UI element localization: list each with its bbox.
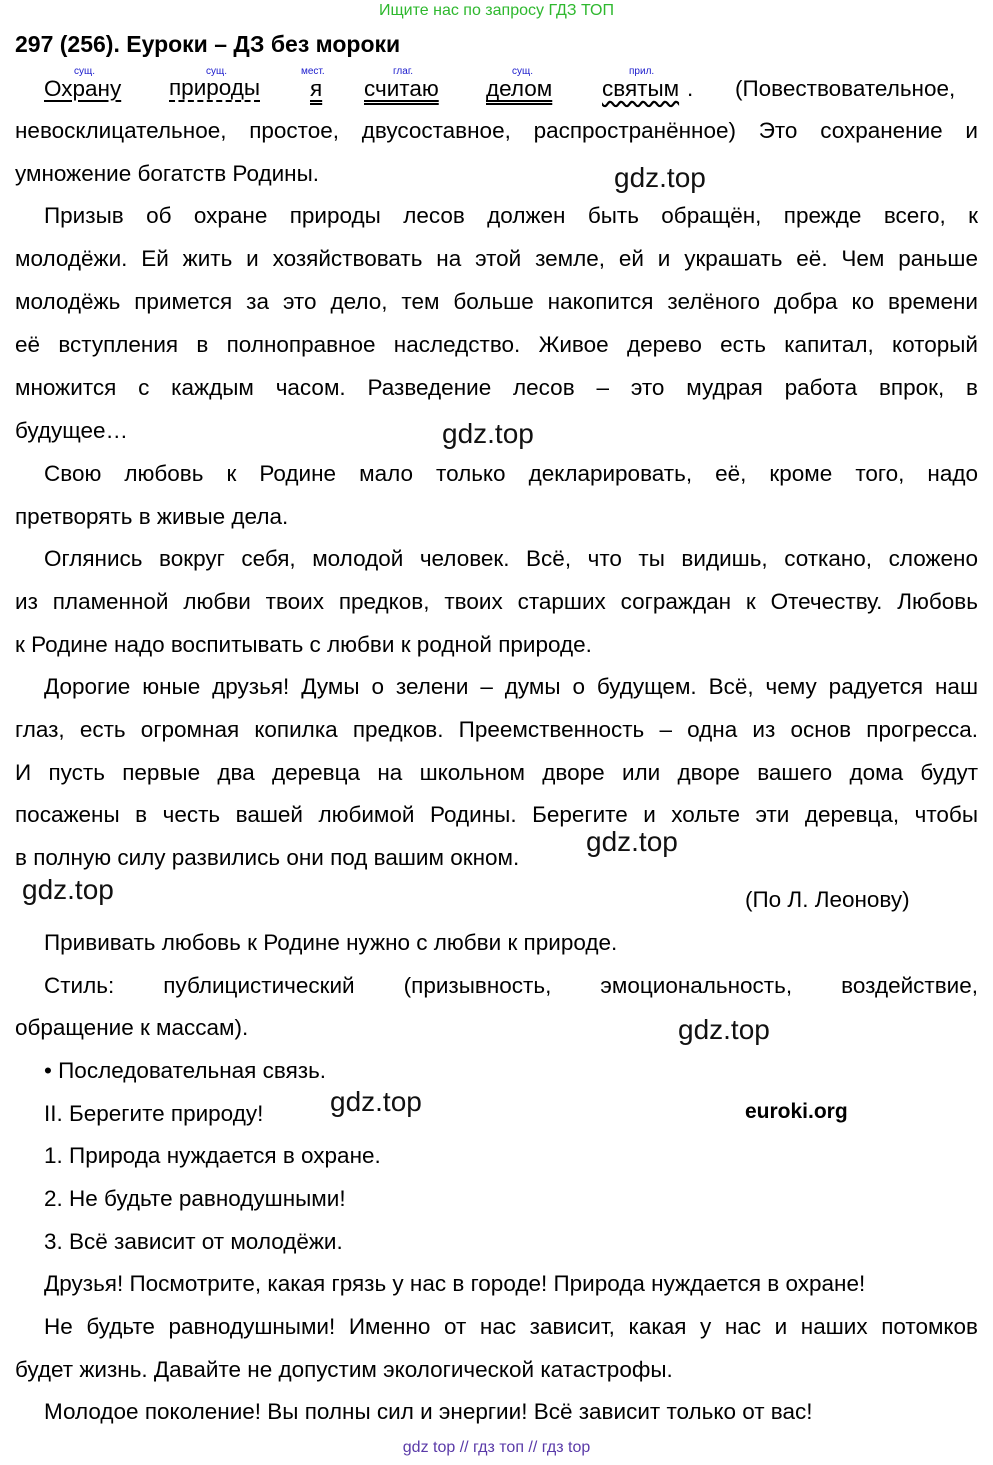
pos-tag: сущ. bbox=[512, 66, 534, 77]
text-line: к Родине надо воспитывать с любви к родной природе. bbox=[15, 632, 592, 657]
text-line: множится с каждым часом. Разведение лесов – это мудрая работа впрок, в bbox=[15, 375, 978, 400]
plan-title: II. Берегите природу! bbox=[44, 1101, 264, 1126]
parsed-word-modifier: святым bbox=[602, 76, 680, 101]
footer-links: gdz top // гдз топ // гдз top bbox=[402, 1439, 591, 1456]
text-line: Оглянись вокруг себя, молодой человек. Всё, что ты видишь, соткано, сложено bbox=[44, 546, 978, 571]
euroki-watermark: euroki.org bbox=[745, 1100, 848, 1123]
watermark: gdz.top bbox=[614, 162, 706, 193]
text-line: Дорогие юные друзья! Думы о зелени – думы о будущем. Всё, чему радуется наш bbox=[44, 674, 978, 699]
text-line: молодёжи. Ей жить и хозяйствовать на этой земле, ей и украшать её. Чем раньше bbox=[15, 246, 978, 271]
text-line: • Последовательная связь. bbox=[44, 1058, 327, 1083]
text-line: будет жизнь. Давайте не допустим экологической катастрофы. bbox=[15, 1357, 673, 1382]
pos-tag: сущ. bbox=[74, 66, 96, 77]
text-line: Не будьте равнодушными! Именно от нас зависит, какая у нас и наших потомков bbox=[44, 1314, 978, 1339]
text-line: обращение к массам). bbox=[15, 1015, 249, 1040]
watermark: gdz.top bbox=[678, 1014, 770, 1045]
text-line: Стиль: публицистический (призывность, эмоциональность, воздействие, bbox=[44, 973, 978, 998]
parse-description: (Повествовательное, bbox=[735, 76, 956, 101]
watermark: gdz.top bbox=[586, 826, 678, 857]
pos-tag: сущ. bbox=[206, 66, 228, 77]
watermark: gdz.top bbox=[330, 1086, 422, 1117]
text-line: молодёжь примется за это дело, тем больше накопится зелёного добра ко времени bbox=[15, 289, 978, 314]
text-line: умножение богатств Родины. bbox=[15, 161, 320, 186]
watermark: gdz.top bbox=[22, 874, 114, 905]
text-line: её вступления в полноправное наследство. Живое дерево есть капитал, который bbox=[15, 332, 978, 357]
author-attribution: (По Л. Леонову) bbox=[745, 887, 910, 912]
plan-item: 1. Природа нуждается в охране. bbox=[44, 1143, 381, 1168]
text-line: Молодое поколение! Вы полны сил и энергии! Всё зависит только от вас! bbox=[44, 1399, 813, 1424]
text-line: глаз, есть огромная копилка предков. Преемственность – одна из основ прогресса. bbox=[15, 717, 978, 742]
text-line: Прививать любовь к Родине нужно с любви к природе. bbox=[44, 930, 618, 955]
text-line: Свою любовь к Родине мало только декларировать, её, кроме того, надо bbox=[44, 461, 978, 486]
text-line: из пламенной любви твоих предков, твоих старших сограждан к Отечеству. Любовь bbox=[15, 589, 978, 614]
watermark: gdz.top bbox=[442, 418, 534, 449]
text-line: Призыв об охране природы лесов должен быть обращён, прежде всего, к bbox=[44, 203, 978, 228]
parsed-word-predicate: считаю bbox=[364, 76, 439, 101]
text-line: невосклицательное, простое, двусоставное, распространённое) Это сохранение и bbox=[15, 118, 978, 143]
period: . bbox=[687, 76, 694, 101]
text-line: И пусть первые два деревца на школьном дворе или дворе вашего дома будут bbox=[15, 760, 978, 785]
parsed-word-subject: я bbox=[310, 76, 323, 101]
parsed-word-object: Охрану bbox=[44, 76, 122, 101]
text-line: в полную силу развились они под вашим окном. bbox=[15, 845, 520, 870]
plan-item: 2. Не будьте равнодушными! bbox=[44, 1186, 346, 1211]
parsed-word-attribute: природы bbox=[169, 75, 261, 100]
pos-tag: глаг. bbox=[393, 66, 414, 77]
plan-item: 3. Всё зависит от молодёжи. bbox=[44, 1229, 343, 1254]
text-line: посажены в честь вашей любимой Родины. Берегите и хольте эти деревца, чтобы bbox=[15, 802, 978, 827]
pos-tag: прил. bbox=[629, 66, 655, 77]
text-line: будущее… bbox=[15, 418, 129, 443]
page-title: 297 (256). Еуроки – ДЗ без мороки bbox=[15, 31, 401, 57]
text-line: Друзья! Посмотрите, какая грязь у нас в городе! Природа нуждается в охране! bbox=[44, 1271, 866, 1296]
text-line: претворять в живые дела. bbox=[15, 504, 289, 529]
top-banner: Ищите нас по запросу ГДЗ ТОП bbox=[379, 2, 614, 19]
pos-tag: мест. bbox=[301, 66, 325, 77]
parsed-word-predicate: делом bbox=[486, 76, 553, 101]
